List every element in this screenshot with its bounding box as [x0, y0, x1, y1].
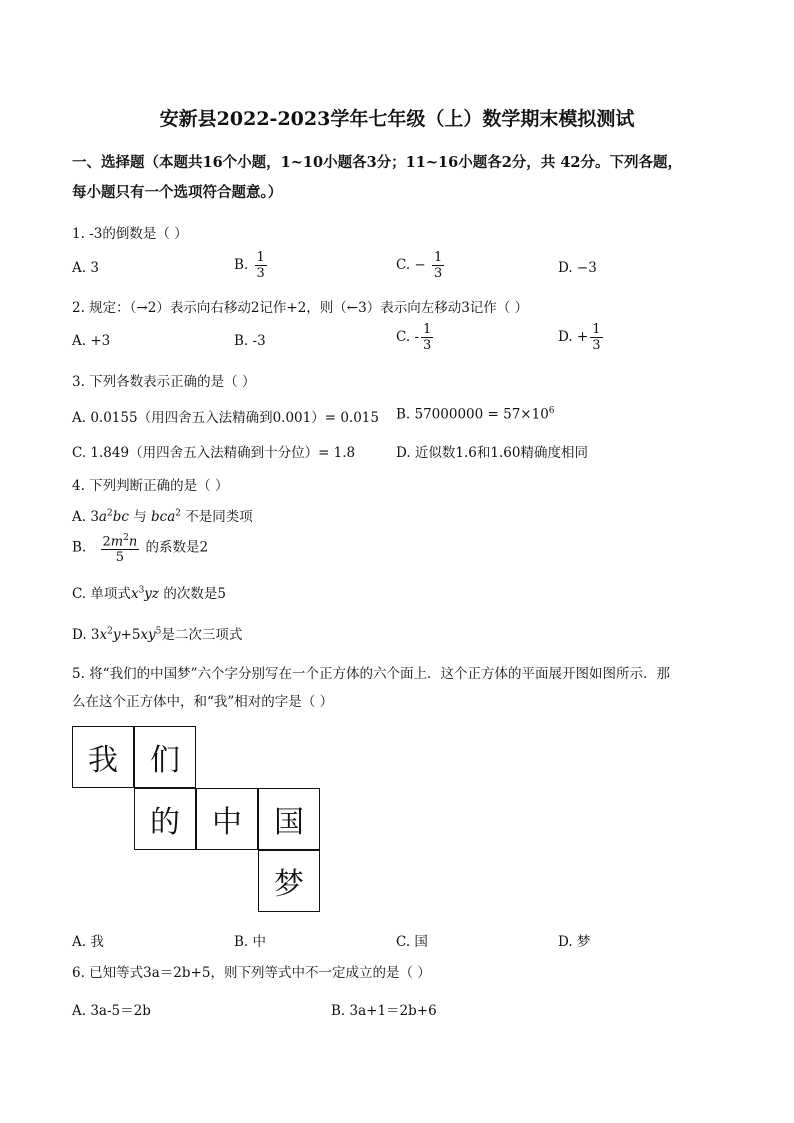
- net-cell-zhong: 中: [196, 788, 258, 850]
- q1-option-b-label: B.: [234, 257, 249, 273]
- fraction-numerator: 1: [592, 322, 601, 337]
- q2-option-d-label: D. +: [558, 329, 589, 345]
- q2-option-b: B. -3: [234, 333, 266, 349]
- question-4-stem: 4. 下列判断正确的是（ ）: [72, 478, 229, 494]
- q1-option-d: D. −3: [558, 260, 597, 276]
- q4-d-coef: D. 3: [72, 627, 100, 643]
- q1-option-c-fraction: [432, 250, 444, 281]
- exponent: 2: [123, 533, 129, 543]
- var-x: x: [99, 627, 108, 643]
- var-n: n: [128, 534, 138, 550]
- var-m: m: [110, 534, 124, 550]
- var-yz: yz: [144, 586, 160, 602]
- q4-c-tail: 的次数是5: [159, 586, 226, 602]
- fraction-denominator: 3: [434, 266, 443, 281]
- q4-option-c: [72, 582, 226, 602]
- fraction-numerator: 1: [256, 250, 265, 265]
- q4-option-b-fraction: [101, 531, 140, 565]
- fraction-denominator: 3: [592, 338, 601, 353]
- q3-option-b: [396, 406, 555, 423]
- q4-a-coef: A. 3: [72, 509, 99, 525]
- q2-option-a: A. +3: [72, 333, 111, 349]
- q4-option-b: [72, 531, 208, 565]
- q1-option-b-fraction: [255, 250, 267, 281]
- q1-option-c-label: C. −: [396, 257, 426, 273]
- fraction-denominator: 3: [256, 266, 265, 281]
- var-xy: xy: [140, 627, 156, 643]
- q3-option-a: A. 0.0155（用四舍五入法精确到0.001）= 0.015: [72, 410, 379, 426]
- var-bca: bca: [151, 509, 176, 525]
- q2-option-c-fraction: [421, 322, 433, 353]
- q4-a-tail: 不是同类项: [181, 509, 253, 525]
- connector-text: 与: [128, 509, 152, 525]
- q4-option-b-label: B.: [72, 539, 87, 556]
- fraction-denominator: 5: [115, 550, 125, 566]
- var-x: x: [130, 586, 139, 602]
- fraction-denominator: 3: [423, 338, 432, 353]
- q4-option-a: [72, 505, 253, 525]
- q6-option-b: B. 3a+1＝2b+6: [331, 1003, 437, 1019]
- fraction-numerator: 1: [423, 322, 432, 337]
- net-cell-guo: 国: [258, 788, 320, 850]
- q2-option-d-fraction: [590, 322, 602, 353]
- q5-option-b: B. 中: [234, 934, 267, 950]
- question-2-stem: 2. 规定：（→2）表示向右移动2记作+2，则（←3）表示向左移动3记作（ ）: [72, 300, 529, 316]
- q5-option-d: D. 梦: [558, 934, 591, 950]
- q1-option-a: A. 3: [72, 260, 99, 276]
- fraction-numerator: 1: [434, 250, 443, 265]
- net-cell-meng: 梦: [258, 850, 320, 912]
- page-title: 安新县2022-2023学年七年级（上）数学期末模拟测试: [159, 108, 635, 130]
- question-5-stem-line1: 5. 将“我们的中国梦”六个字分别写在一个正方体的六个面上．这个正方体的平面展开图如图所示．那: [72, 666, 670, 682]
- q4-option-d: [72, 623, 242, 643]
- exponent: 5: [155, 626, 162, 637]
- net-cell-de: 的: [134, 788, 196, 850]
- exponent: 2: [175, 508, 182, 519]
- section-heading-line2: 每小题只有一个选项符合题意。）: [72, 184, 283, 201]
- question-6-stem: 6. 已知等式3a＝2b+5，则下列等式中不一定成立的是（ ）: [72, 965, 431, 981]
- question-3-stem: 3. 下列各数表示正确的是（ ）: [72, 374, 256, 390]
- q3-option-d: D. 近似数1.6和1.60精确度相同: [396, 445, 588, 461]
- q2-option-c: [396, 322, 435, 353]
- question-1-stem: 1. -3的倒数是（ ）: [72, 226, 188, 242]
- net-cell-men: 们: [134, 726, 196, 788]
- q2-option-c-label: C. -: [396, 329, 419, 345]
- q4-d-tail: 是二次三项式: [161, 627, 243, 643]
- q3-option-b-text: B. 57000000 = 57×10: [396, 406, 549, 423]
- q4-b-tail: 的系数是2: [145, 539, 209, 556]
- var-bc: bc: [112, 509, 129, 525]
- q1-option-c: [396, 250, 446, 281]
- q4-c-label: C. 单项式: [72, 586, 131, 602]
- section-heading-line1: 一、选择题（本题共16个小题，1~10小题各3分；11~16小题各2分，共 42分。下列各题，: [72, 154, 683, 171]
- q2-option-d: [558, 322, 605, 353]
- q1-option-b: [234, 250, 269, 281]
- coef: 2: [102, 534, 111, 550]
- q3-option-c: C. 1.849（用四舍五入法精确到十分位）= 1.8: [72, 445, 356, 461]
- var-a: a: [98, 509, 107, 525]
- q5-option-c: C. 国: [396, 934, 428, 950]
- exponent: 6: [548, 406, 555, 416]
- question-5-stem-line2: 么在这个正方体中，和“我”相对的字是（ ）: [72, 694, 334, 710]
- net-cell-wo: 我: [72, 726, 134, 788]
- q5-option-a: A. 我: [72, 934, 104, 950]
- exponent: 3: [138, 585, 145, 596]
- q6-option-a: A. 3a-5＝2b: [72, 1003, 151, 1019]
- fraction-numerator: [101, 531, 140, 550]
- var-y: y: [112, 627, 121, 643]
- plus-term: +5: [120, 627, 141, 643]
- exponent: 2: [106, 508, 113, 519]
- exponent: 2: [107, 626, 113, 637]
